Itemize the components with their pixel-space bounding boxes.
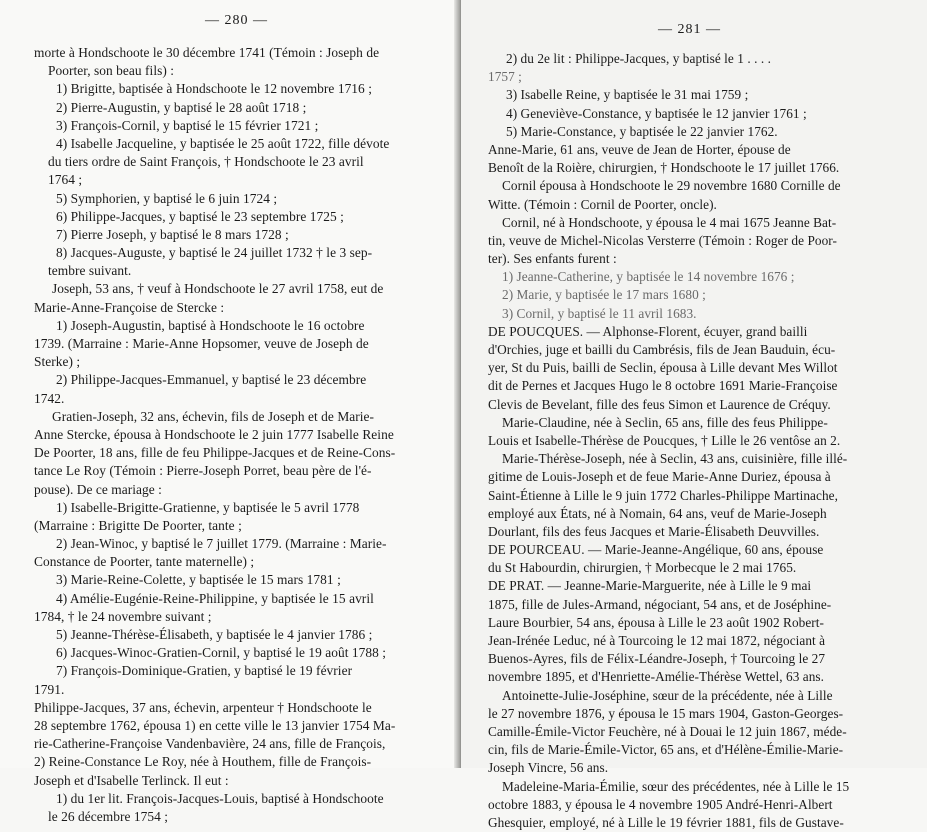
text-line: 4) Isabelle Jacqueline, y baptisée le 25 août 1722, fille dévote	[56, 135, 390, 151]
text-line: Marie-Claudine, née à Seclin, 65 ans, fille des feus Philippe-	[502, 414, 828, 430]
text-line: du St Habourdin, chirurgien, † Morbecque le 2 mai 1765.	[488, 560, 797, 576]
text-line: 3) Cornil, y baptisé le 11 avril 1683.	[502, 305, 697, 321]
text-line: 1875, fille de Jules-Armand, négociant, 54 ans, et de Joséphine-	[488, 596, 832, 612]
text-line: 1) du 1er lit. François-Jacques-Louis, baptisé à Hondschoote	[56, 790, 384, 806]
text-line: Louis et Isabelle-Thérèse de Poucques, † Lille le 26 ventôse an 2.	[488, 432, 841, 448]
text-line: Buenos-Ayres, fils de Félix-Léandre-Joseph, † Tourcoing le 27	[488, 651, 826, 667]
page-number-281: — 281 —	[658, 22, 721, 37]
text-line: 5) Jeanne-Thérèse-Élisabeth, y baptisée le 4 janvier 1786 ;	[56, 627, 373, 642]
text-line: 1764 ;	[48, 172, 83, 188]
text-line: Laure Bourbier, 54 ans, épousa à Lille le 23 août 1902 Robert-	[488, 614, 825, 630]
right-page-text	[488, 50, 909, 832]
left-page	[0, 0, 460, 824]
text-line: 3) François-Cornil, y baptisé le 15 février 1721 ;	[56, 117, 319, 133]
text-line: Cornil, né à Hondschoote, y épousa le 4 mai 1675 Jeanne Bat-	[502, 214, 837, 230]
text-line: 3) Isabelle Reine, y baptisée le 31 mai 1759 ;	[506, 87, 749, 103]
text-line: (Marraine : Brigitte De Poorter, tante ;	[34, 517, 242, 533]
text-line: 1742.	[34, 390, 65, 406]
text-line: morte à Hondschoote le 30 décembre 1741 (Témoin : Joseph de	[34, 45, 380, 60]
text-line: Saint-Étienne à Lille le 9 juin 1772 Charles-Philippe Martinache,	[488, 487, 838, 503]
text-line: cin, fils de Marie-Émile-Victor, 65 ans, et d'Hélène-Émilie-Marie-	[488, 742, 844, 758]
text-line: DE POURCEAU. — Marie-Jeanne-Angélique, 60 ans, épouse	[488, 542, 824, 558]
text-line: Dourlant, fils des feus Jacques et Marie-Élisabeth Deuvvilles.	[488, 523, 820, 539]
text-line: 1791.	[34, 681, 65, 697]
text-line: 8) Jacques-Auguste, y baptisé le 24 juillet 1732 † le 3 sep-	[56, 245, 373, 261]
text-line: 1739. (Marraine : Marie-Anne Hopsomer, veuve de Joseph de	[34, 336, 369, 351]
text-line: 4) Geneviève-Constance, y baptisée le 12 janvier 1761 ;	[506, 105, 807, 121]
text-line: Joseph et d'Isabelle Terlinck. Il eut :	[34, 772, 229, 788]
text-line: Marie-Anne-Françoise de Stercke :	[34, 299, 225, 315]
text-line: le 26 décembre 1754 ;	[48, 808, 169, 824]
text-line: Camille-Émile-Victor Feuchère, né à Douai le 12 juin 1867, méde-	[488, 723, 847, 739]
left-page-text	[34, 44, 414, 826]
text-line: 1) Jeanne-Catherine, y baptisée le 14 novembre 1676 ;	[502, 269, 795, 285]
text-line: 4) Amélie-Eugénie-Reine-Philippine, y baptisée le 15 avril	[56, 590, 374, 606]
text-line: d'Orchies, juge et bailli du Cambrésis, fils de Jean Bauduin, écu-	[488, 342, 836, 357]
text-line: pouse). De ce mariage :	[34, 481, 162, 497]
text-line: gitime de Louis-Joseph et de feue Marie-Anne Duriez, épousa à	[488, 469, 831, 485]
text-line: employé aux États, né à Nomain, 64 ans, veuf de Marie-Joseph	[488, 505, 827, 521]
text-line: Joseph Vincre, 56 ans.	[488, 760, 609, 776]
text-line: Witte. (Témoin : Cornil de Poorter, oncle).	[488, 196, 717, 212]
text-line: 28 septembre 1762, épousa 1) en cette ville le 13 janvier 1754 Ma-	[34, 717, 396, 733]
text-line: 1) Isabelle-Brigitte-Gratienne, y baptisée le 5 avril 1778	[56, 499, 360, 515]
text-line: Constance de Poorter, tante maternelle) ;	[34, 554, 255, 570]
text-line: 1784, † le 24 novembre suivant ;	[34, 608, 212, 624]
text-line: DE PRAT. — Jeanne-Marie-Marguerite, née à Lille le 9 mai	[488, 578, 812, 594]
text-line: Cornil épousa à Hondschoote le 29 novembre 1680 Cornille de	[502, 178, 841, 194]
text-line: 2) Pierre-Augustin, y baptisé le 28 août 1718 ;	[56, 99, 307, 115]
text-line: octobre 1883, y épousa le 4 novembre 1905 André-Henri-Albert	[488, 796, 833, 812]
text-line: 1757 ;	[488, 69, 522, 85]
text-line: 6) Philippe-Jacques, y baptisé le 23 septembre 1725 ;	[56, 208, 344, 224]
text-line: Poorter, son beau fils) :	[48, 63, 175, 79]
text-line: yer, St du Puis, bailli de Seclin, épousa à Lille devant Mes Willot	[488, 360, 838, 376]
text-line: Anne Stercke, épousa à Hondschoote le 2 juin 1777 Isabelle Reine	[34, 426, 394, 442]
text-line: tin, veuve de Michel-Nicolas Versterre (Témoin : Roger de Poor-	[488, 232, 837, 248]
text-line: Anne-Marie, 61 ans, veuve de Jean de Horter, épouse de	[488, 141, 791, 157]
text-line: 2) Marie, y baptisée le 17 mars 1680 ;	[502, 287, 706, 303]
text-line: Joseph, 53 ans, † veuf à Hondschoote le 27 avril 1758, eut de	[52, 281, 384, 297]
text-line: 5) Symphorien, y baptisé le 6 juin 1724 ;	[56, 190, 278, 206]
text-line: du tiers ordre de Saint François, † Hondschoote le 23 avril	[48, 154, 364, 170]
text-line: Madeleine-Maria-Émilie, sœur des précédentes, née à Lille le 15	[502, 778, 850, 794]
text-line: 6) Jacques-Winoc-Gratien-Cornil, y baptisé le 19 août 1788 ;	[56, 645, 387, 661]
text-line: De Poorter, 18 ans, fille de feu Philippe-Jacques et de Reine-Cons-	[34, 445, 396, 461]
text-line: Ghesquier, employé, né à Lille le 19 février 1881, fils de Gustave-	[488, 814, 844, 830]
text-line: rie-Catherine-Françoise Vandenbavière, 24 ans, fille de François,	[34, 736, 386, 752]
text-line: le 27 novembre 1876, y épousa le 15 mars 1904, Gaston-Georges-	[488, 705, 844, 721]
text-line: 2) Philippe-Jacques-Emmanuel, y baptisé le 23 décembre	[56, 372, 367, 388]
text-line: dit de Pernes et Jacques Hugo le 8 octobre 1691 Marie-Françoise	[488, 378, 838, 394]
text-line: 5) Marie-Constance, y baptisée le 22 janvier 1762.	[506, 123, 778, 139]
text-line: Sterke) ;	[34, 354, 81, 370]
text-line: DE POUCQUES. — Alphonse-Florent, écuyer, grand bailli	[488, 323, 808, 339]
text-line: 2) du 2e lit : Philippe-Jacques, y baptisé le 1 . . . .	[506, 51, 771, 66]
right-page	[461, 0, 927, 830]
text-line: novembre 1895, et d'Henriette-Amélie-Thérèse Wettel, 63 ans.	[488, 669, 825, 685]
text-line: Gratien-Joseph, 32 ans, échevin, fils de Joseph et de Marie-	[52, 408, 375, 424]
text-line: 2) Jean-Winoc, y baptisé le 7 juillet 1779. (Marraine : Marie-	[56, 536, 387, 552]
text-line: Jean-Irénée Leduc, né à Tourcoing le 12 mai 1872, négociant à	[488, 633, 826, 648]
text-line: Philippe-Jacques, 37 ans, échevin, arpenteur † Hondschoote le	[34, 699, 372, 715]
text-line: 1) Brigitte, baptisée à Hondschoote le 12 novembre 1716 ;	[56, 81, 372, 97]
text-line: 1) Joseph-Augustin, baptisé à Hondschoote le 16 octobre	[56, 317, 365, 333]
text-line: 2) Reine-Constance Le Roy, née à Houthem, fille de François-	[34, 754, 372, 770]
text-line: Clevis de Bevelant, fille des feus Simon et Laurence de Créquy.	[488, 396, 831, 412]
page-number-280: — 280 —	[205, 13, 268, 28]
text-line: Antoinette-Julie-Joséphine, sœur de la précédente, née à Lille	[502, 687, 833, 703]
text-line: 7) François-Dominique-Gratien, y baptisé le 19 février	[56, 663, 353, 679]
text-line: tembre suivant.	[48, 263, 132, 279]
text-line: tance Le Roy (Témoin : Pierre-Joseph Porret, beau père de l'é-	[34, 463, 372, 479]
text-line: 7) Pierre Joseph, y baptisé le 8 mars 1728 ;	[56, 226, 289, 242]
text-line: Benoît de la Roière, chirurgien, † Hondschoote le 17 juillet 1766.	[488, 160, 840, 176]
text-line: 3) Marie-Reine-Colette, y baptisée le 15 mars 1781 ;	[56, 572, 341, 588]
text-line: ter). Ses enfants furent :	[488, 251, 617, 267]
text-line: Marie-Thérèse-Joseph, née à Seclin, 43 ans, cuisinière, fille illé-	[502, 451, 848, 467]
